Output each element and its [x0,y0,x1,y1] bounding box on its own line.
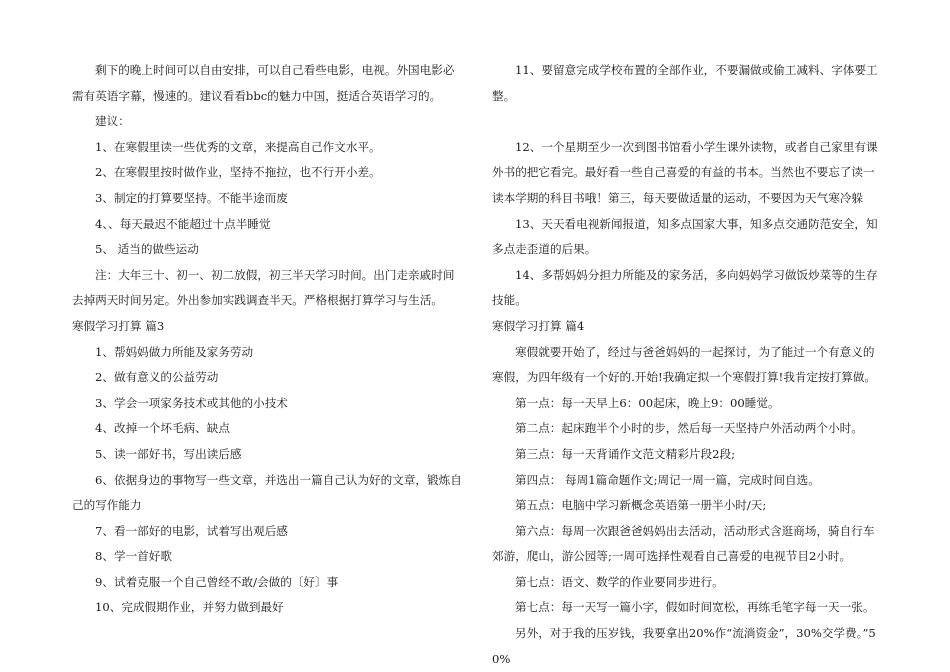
section-heading: 寒假学习打算 篇3 [72,318,165,333]
paragraph: 1、在寒假里读一些优秀的文章，来提高自己作文水平。 [95,139,381,154]
paragraph: 3、学会一项家务技术或其他的小技术 [95,395,288,410]
paragraph: 10、完成假期作业，并努力做到最好 [95,600,284,615]
paragraph: 4、、每天最迟不能超过十点半睡觉 [95,216,271,231]
paragraph: 另外，对于我的压岁钱，我要拿出20%作“流淌资金”，30%交学费。”50% [492,626,876,666]
paragraph: 6、依据身边的事物写一些文章，并选出一篇自己认为好的文章，锻炼自己的写作能力 [72,472,462,513]
left-column [72,58,464,621]
paragraph: 11、要留意完成学校布置的全部作业，不要漏做或偷工减料、字体要工整。 [492,63,878,103]
paragraph: 第五点：电脑中学习新概念英语第一册半小时/天; [515,498,767,513]
paragraph: 第七点：每一天写一篇小字，假如时间宽松，再练毛笔字每一天一张。 [515,600,875,615]
paragraph: 12、一个星期至少一次到图书馆看小学生课外读物，或者自己家里有课外书的把它看完。最好看一些自己喜爱的有益的书本。当然也不要忘了读一读本学期的科目书哦！第三，每天要做适量的运动，不要因为天气寒冷躲 [492,139,878,205]
paragraph: 8、学一首好歌 [95,549,172,564]
paragraph: 剩下的晚上时间可以自由安排，可以自己看些电影，电视。外国电影必需有英语字幕，慢速的。建议看看bbc的魅力中国，挺适合英语学习的。 [72,63,455,103]
paragraph: 4、改掉一个坏毛病、缺点 [95,421,230,436]
section-heading: 寒假学习打算 篇4 [492,318,585,333]
paragraph: 5、 适当的做些运动 [95,242,199,257]
paragraph: 14、多帮妈妈分担力所能及的家务活，多向妈妈学习做饭炒菜等的生存技能。 [492,267,878,308]
paragraph: 注：大年三十、初一、初二放假，初三半天学习时间。出门走亲戚时间去掉两天时间另定。外出参加实践调查半天。严格根据打算学习与生活。 [72,267,455,308]
paragraph: 1、帮妈妈做力所能及家务劳动 [95,344,254,359]
paragraph: 寒假就要开始了，经过与爸爸妈妈的一起探讨，为了能过一个有意义的寒假，为四年级有一个好的.开始!我确定拟一个寒假打算!我肯定按打算做。 [492,344,877,385]
paragraph: 第一点：每一天早上6：00起床，晚上9：00睡觉。 [515,395,780,410]
paragraph: 13、天天看电视新闻报道，知多点国家大事，知多点交通防范安全，知多点走歪道的后果。 [492,216,878,257]
right-column [492,58,884,672]
paragraph: 2、在寒假里按时做作业，坚持不拖拉，也不行开小差。 [95,165,381,180]
paragraph: 5、读一部好书，写出读后感 [95,446,242,461]
paragraph: 3、制定的打算要坚持。不能半途而废 [95,190,288,205]
paragraph: 第三点：每一天背诵作文范文精彩片段2段; [515,446,735,461]
paragraph: 第七点：语文、数学的作业要同步进行。 [515,574,724,589]
paragraph: 第二点：起床跑半个小时的步，然后每一天坚持户外活动两个小时。 [515,421,863,436]
paragraph: 9、试着克服一个自己曾经不敢/会做的〔好〕事 [95,574,339,589]
paragraph: 2、做有意义的公益劳动 [95,370,219,385]
paragraph: 7、看一部好的电影，试着写出观后感 [95,523,288,538]
paragraph: 第六点：每周一次跟爸爸妈妈出去活动，活动形式含逛商场，骑自行车郊游，爬山，游公园等;一周可选择性观看自己喜爱的电视节目2小时。 [492,523,875,564]
paragraph: 第四点： 每周1篇命题作文;周记一周一篇，完成时间自选。 [515,472,820,487]
blank-line [492,109,884,135]
paragraph: 建议： [95,114,130,129]
